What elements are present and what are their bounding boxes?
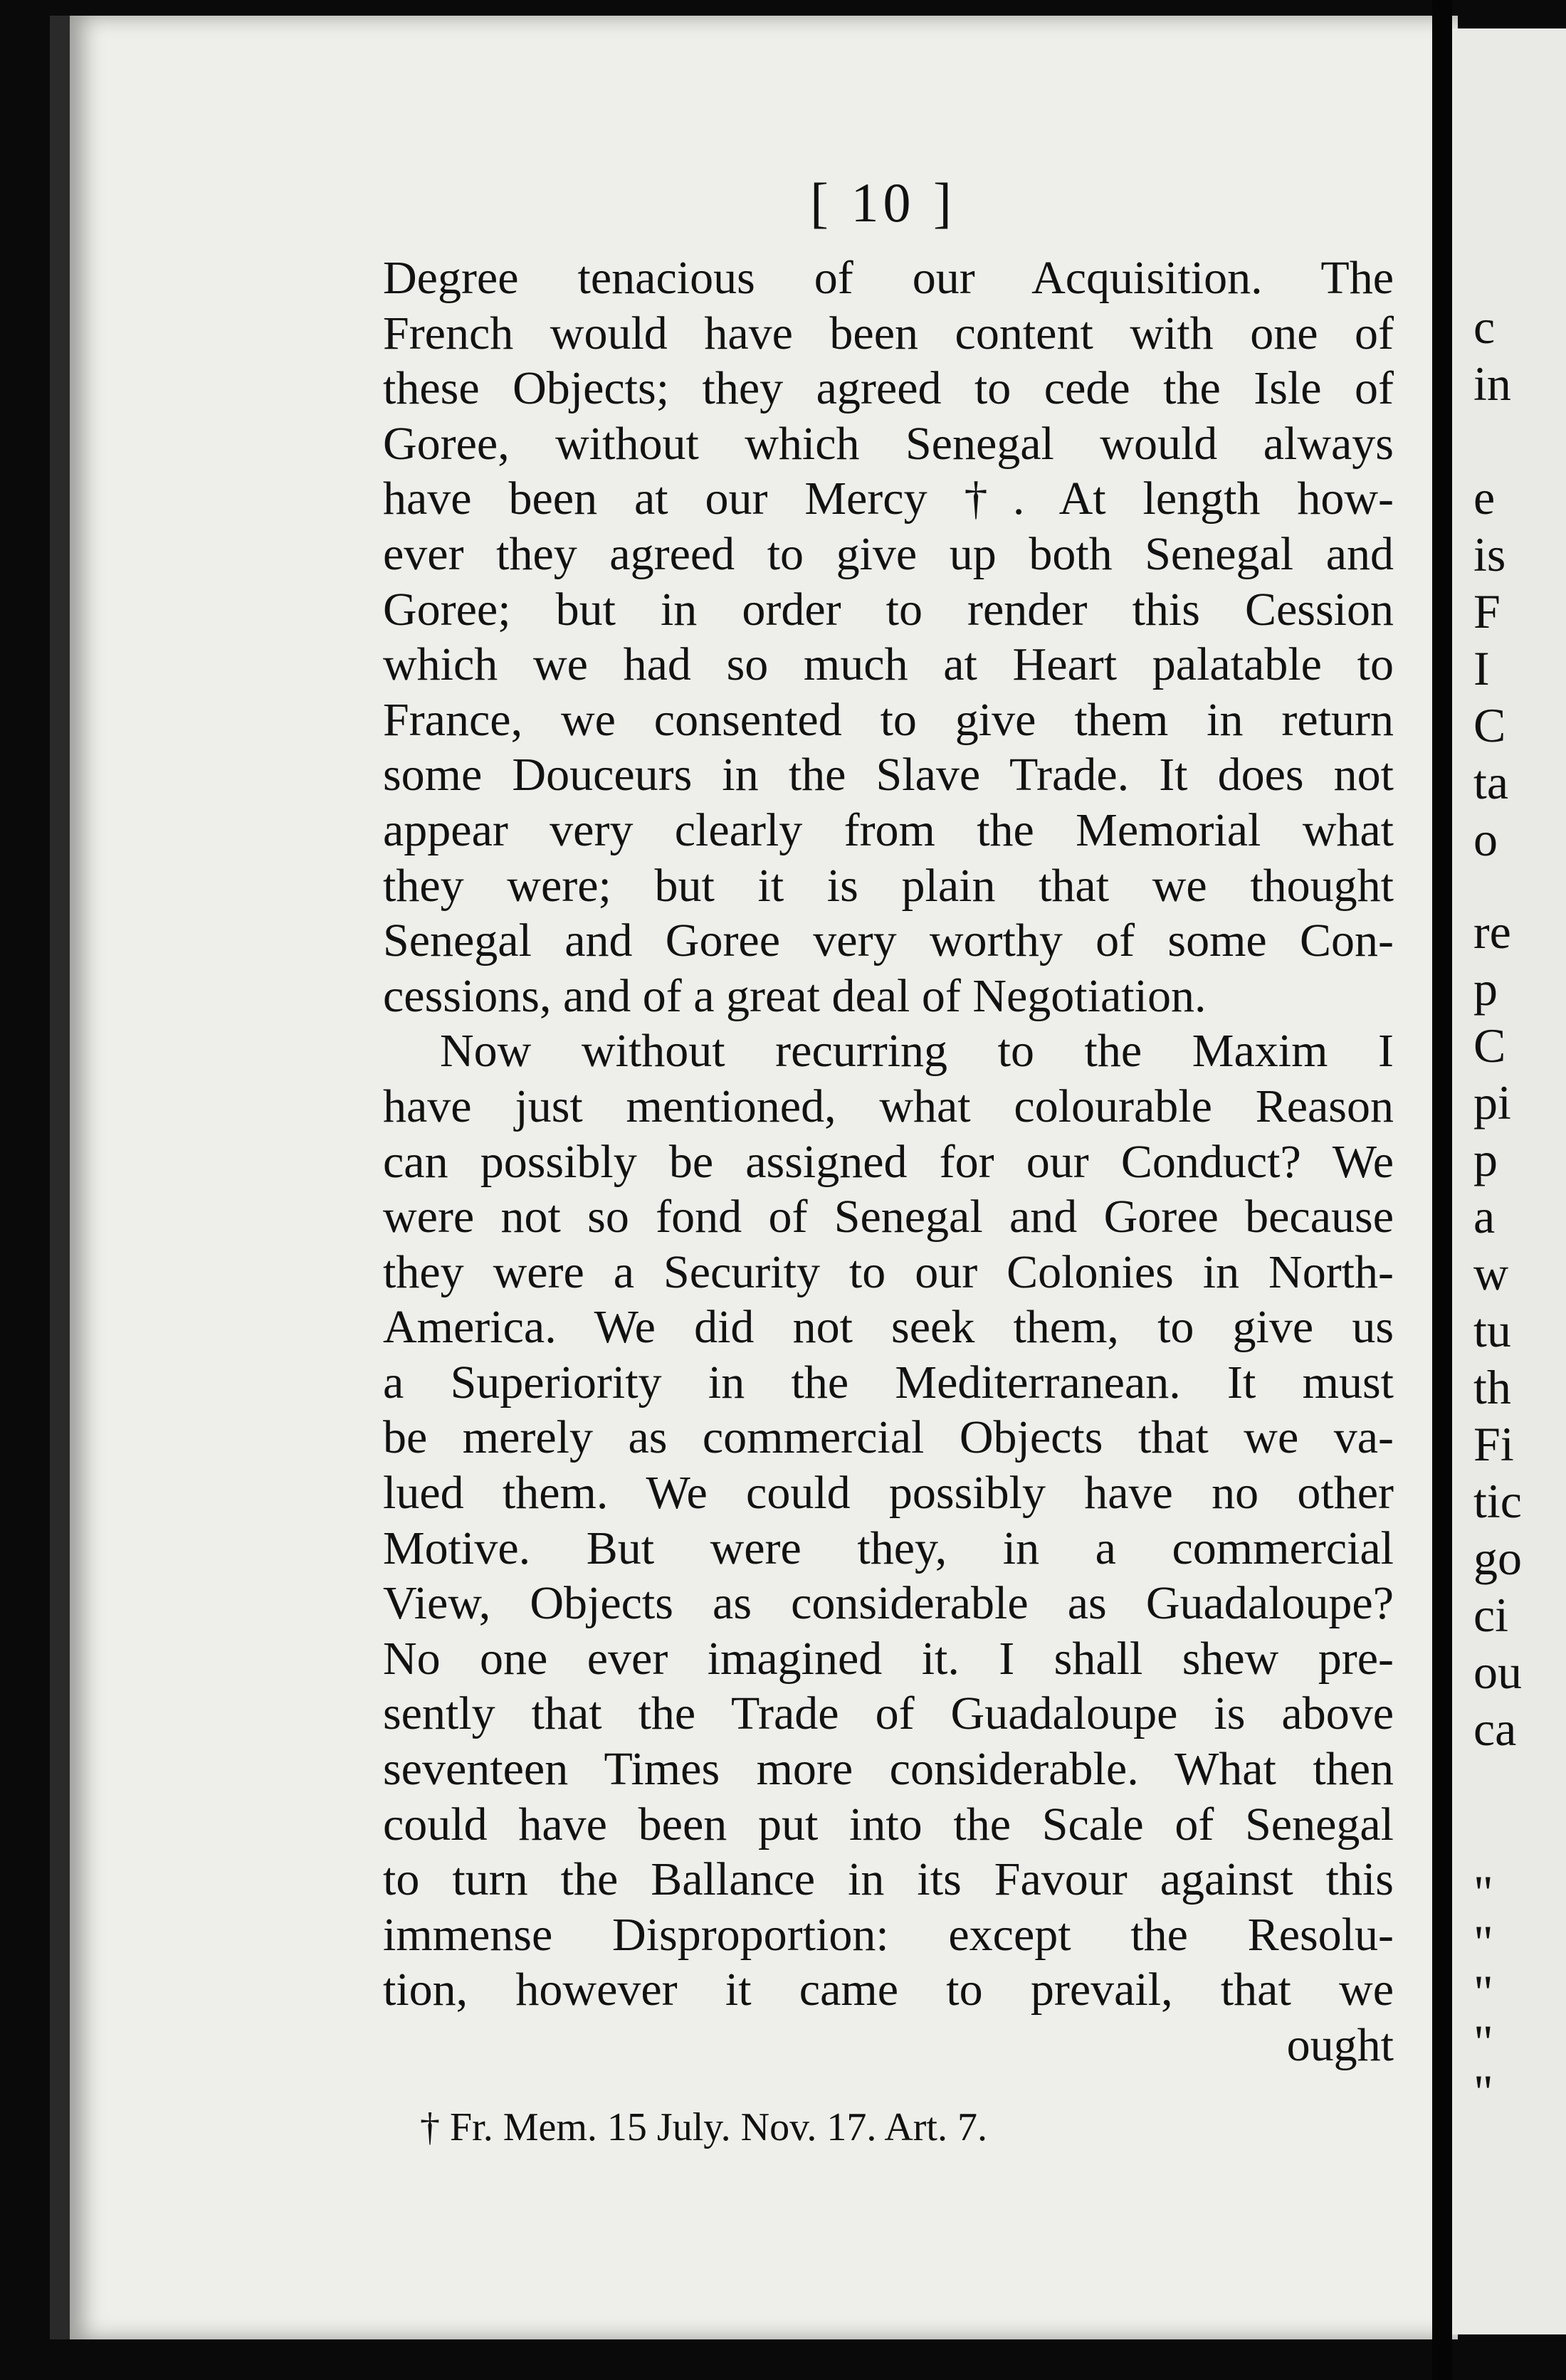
- text-line: sently that the Trade of Guadaloupe is above: [383, 1687, 1394, 1740]
- footnote: † Fr. Mem. 15 July. Nov. 17. Art. 7.: [420, 2105, 987, 2149]
- facing-page-fragment: e: [1473, 470, 1496, 525]
- facing-page-fragment: ": [1473, 1865, 1493, 1920]
- facing-page-fragment: C: [1473, 1018, 1506, 1073]
- facing-page-fragment: tu: [1473, 1303, 1511, 1357]
- text-line: France, we consented to give them in return: [383, 693, 1394, 746]
- facing-page-fragment: re: [1473, 905, 1511, 959]
- text-line: they were a Security to our Colonies in North-: [383, 1246, 1394, 1298]
- facing-page-fragment: ou: [1473, 1645, 1522, 1699]
- facing-page-fragment: ca: [1473, 1702, 1517, 1756]
- facing-page-fragment: Fi: [1473, 1417, 1514, 1471]
- text-line: Now without recurring to the Maxim I: [440, 1025, 1394, 1078]
- text-line: America. We did not seek them, to give us: [383, 1301, 1394, 1354]
- facing-page-fragment: ci: [1473, 1588, 1509, 1642]
- facing-page-fragment: tic: [1473, 1474, 1522, 1528]
- page-number: [ 10 ]: [810, 172, 956, 233]
- text-line: to turn the Ballance in its Favour against this: [383, 1853, 1394, 1906]
- text-line: View, Objects as considerable as Guadaloupe?: [383, 1577, 1394, 1630]
- facing-page-fragment: th: [1473, 1360, 1511, 1414]
- facing-page-fragment: ta: [1473, 755, 1509, 809]
- facing-page-fragment: p: [1473, 962, 1498, 1016]
- text-line: have been at our Mercy †. At length how-: [383, 473, 1394, 525]
- text-line: which we had so much at Heart palatable to: [383, 638, 1394, 691]
- text-line: some Douceurs in the Slave Trade. It does not: [383, 749, 1394, 801]
- text-line: Senegal and Goree very worthy of some Con-: [383, 915, 1394, 967]
- book-page: [50, 16, 1458, 2339]
- facing-page-fragment: ": [1473, 2065, 1493, 2119]
- text-line: ever they agreed to give up both Senegal and: [383, 527, 1394, 580]
- text-line: immense Disproportion: except the Resolu-: [383, 1908, 1394, 1961]
- text-line: have just mentioned, what colourable Reason: [383, 1080, 1394, 1132]
- text-line: ought: [1286, 2019, 1394, 2071]
- text-line: Motive. But were they, in a commercial: [383, 1522, 1394, 1574]
- text-line: seventeen Times more considerable. What then: [383, 1743, 1394, 1796]
- facing-page-fragment: ": [1473, 1965, 1493, 2019]
- text-line: could have been put into the Scale of Senegal: [383, 1798, 1394, 1850]
- text-line: No one ever imagined it. I shall shew pre-: [383, 1632, 1394, 1685]
- facing-page-fragment: o: [1473, 812, 1498, 866]
- text-line: French would have been content with one of: [383, 307, 1394, 359]
- text-line: appear very clearly from the Memorial what: [383, 804, 1394, 856]
- facing-page-fragment: c: [1473, 300, 1496, 354]
- text-line: can possibly be assigned for our Conduct? We: [383, 1135, 1394, 1188]
- facing-page-edge: [1452, 28, 1566, 2334]
- body-text: [383, 251, 1394, 2073]
- text-line: were not so fond of Senegal and Goree because: [383, 1191, 1394, 1243]
- book-gutter: [1432, 0, 1452, 2380]
- facing-page-fragment: in: [1473, 357, 1511, 411]
- text-line: be merely as commercial Objects that we va-: [383, 1411, 1394, 1464]
- text-line: cessions, and of a great deal of Negotiation.: [383, 969, 1207, 1022]
- facing-page-fragment: a: [1473, 1189, 1496, 1243]
- facing-page-fragment: ": [1473, 1915, 1493, 1969]
- facing-page-fragment: I: [1473, 641, 1490, 695]
- facing-page-fragment: C: [1473, 698, 1506, 752]
- text-line: these Objects; they agreed to cede the Isle of: [383, 362, 1394, 415]
- facing-page-fragment: ": [1473, 2015, 1493, 2069]
- text-line: Goree, without which Senegal would always: [383, 417, 1394, 470]
- facing-page-fragment: p: [1473, 1132, 1498, 1186]
- facing-page-fragment: go: [1473, 1531, 1522, 1585]
- text-line: they were; but it is plain that we thought: [383, 859, 1394, 912]
- text-line: Goree; but in order to render this Cession: [383, 583, 1394, 636]
- text-line: tion, however it came to prevail, that we: [383, 1964, 1394, 2016]
- facing-page-fragment: F: [1473, 584, 1501, 638]
- facing-page-fragment: pi: [1473, 1075, 1511, 1130]
- facing-page-fragment: is: [1473, 527, 1506, 581]
- text-line: lued them. We could possibly have no other: [383, 1467, 1394, 1520]
- facing-page-fragment: w: [1473, 1246, 1509, 1300]
- text-line: Degree tenacious of our Acquisition. The: [383, 252, 1394, 304]
- text-line: a Superiority in the Mediterranean. It must: [383, 1356, 1394, 1408]
